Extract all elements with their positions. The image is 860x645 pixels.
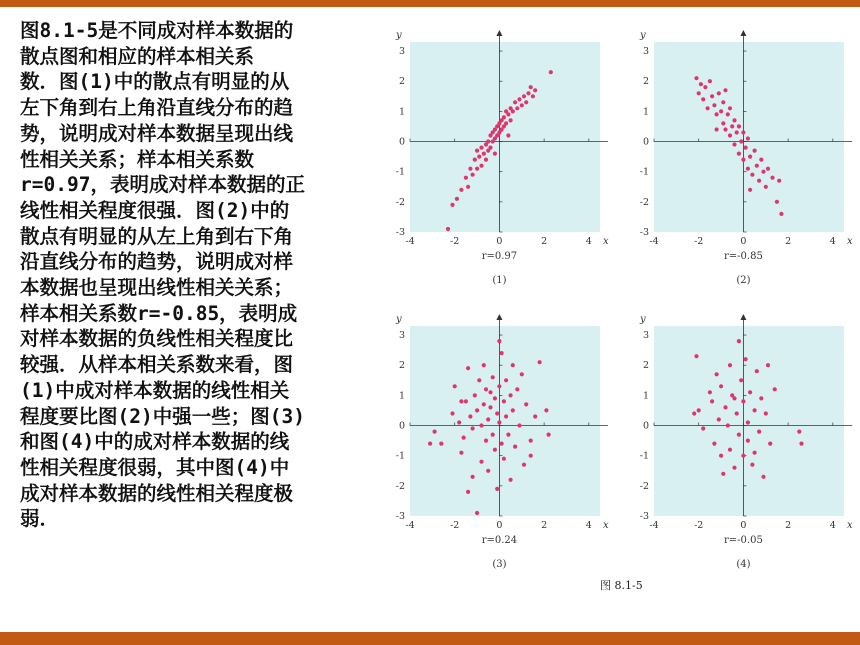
data-point — [692, 411, 696, 415]
data-point — [459, 399, 463, 403]
y-tick-label: 2 — [642, 360, 649, 372]
plot-background — [410, 326, 600, 516]
data-point — [464, 399, 468, 403]
data-point — [486, 417, 490, 421]
description-line: 线性相关程度很强．图(2)中的 — [20, 198, 290, 222]
data-point — [491, 375, 495, 379]
description-line: 数．图(1)中的散点有明显的从 — [20, 70, 290, 94]
y-tick-label: 0 — [398, 136, 405, 148]
data-point — [497, 339, 501, 343]
data-point — [719, 454, 723, 458]
description-line: 左下角到右上角沿直线分布的趋 — [20, 96, 294, 120]
x-tick-label: 2 — [541, 520, 548, 531]
data-point — [741, 158, 745, 162]
data-point — [475, 149, 479, 153]
data-point — [446, 227, 450, 231]
data-point — [744, 357, 748, 361]
data-point — [529, 454, 533, 458]
data-point — [477, 155, 481, 159]
x-axis-label: x — [847, 236, 853, 247]
data-point — [524, 402, 528, 406]
scatter-figure — [392, 14, 853, 614]
data-point — [728, 448, 732, 452]
data-point — [753, 149, 757, 153]
data-point — [475, 167, 479, 171]
x-tick-label: -2 — [450, 520, 460, 531]
data-point — [728, 363, 732, 367]
data-point — [764, 411, 768, 415]
data-point — [509, 118, 513, 122]
description-line: 沿直线分布的趋势，说明成对样 — [20, 250, 294, 274]
data-point — [488, 405, 492, 409]
data-point — [520, 372, 524, 376]
data-point — [728, 106, 732, 110]
data-point — [748, 188, 752, 192]
data-point — [737, 433, 741, 437]
data-point — [513, 100, 517, 104]
data-point — [739, 378, 743, 382]
data-point — [761, 475, 765, 479]
data-point — [482, 363, 486, 367]
y-axis-label: y — [640, 314, 646, 325]
data-point — [777, 179, 781, 183]
data-point — [513, 445, 517, 449]
data-point — [428, 442, 432, 446]
y-tick-label: -1 — [395, 450, 405, 462]
data-point — [759, 158, 763, 162]
data-point — [509, 478, 513, 482]
x-axis-label: x — [603, 236, 609, 247]
panel-label: (3) — [492, 559, 507, 570]
data-point — [497, 420, 501, 424]
panel-label: (2) — [736, 275, 751, 286]
data-point — [710, 94, 714, 98]
data-point — [761, 170, 765, 174]
y-tick-label: 0 — [642, 136, 649, 148]
y-tick-label: 3 — [398, 330, 405, 342]
data-point — [726, 423, 730, 427]
x-tick-label: -4 — [405, 236, 415, 247]
data-point — [737, 152, 741, 156]
data-point — [703, 85, 707, 89]
data-point — [768, 442, 772, 446]
data-point — [755, 164, 759, 168]
data-point — [735, 130, 739, 134]
data-point — [506, 433, 510, 437]
data-point — [473, 158, 477, 162]
data-point — [502, 457, 506, 461]
data-point — [495, 487, 499, 491]
data-point — [466, 490, 470, 494]
y-tick-label: -3 — [395, 511, 405, 522]
data-point — [746, 420, 750, 424]
description-line: 成对样本数据的线性相关程度极 — [20, 481, 294, 505]
x-tick-label: 2 — [541, 236, 548, 247]
y-tick-label: -3 — [395, 227, 405, 238]
data-point — [473, 393, 477, 397]
data-point — [753, 451, 757, 455]
data-point — [466, 185, 470, 189]
x-tick-label: 4 — [829, 236, 836, 247]
data-point — [482, 152, 486, 156]
x-tick-label: 0 — [496, 236, 503, 247]
scatter-plot — [395, 314, 609, 570]
data-point — [453, 384, 457, 388]
data-point — [511, 109, 515, 113]
data-point — [464, 176, 468, 180]
data-point — [746, 439, 750, 443]
data-point — [735, 411, 739, 415]
data-point — [533, 88, 537, 92]
y-axis-label: y — [396, 314, 402, 325]
x-tick-label: 4 — [585, 236, 592, 247]
data-point — [504, 414, 508, 418]
bottom-accent-bar — [0, 632, 860, 645]
data-point — [457, 420, 461, 424]
data-point — [750, 463, 754, 467]
data-point — [455, 197, 459, 201]
y-tick-label: 0 — [398, 420, 405, 432]
data-point — [495, 411, 499, 415]
y-tick-label: -2 — [395, 196, 405, 208]
data-point — [486, 469, 490, 473]
data-point — [450, 411, 454, 415]
data-point — [748, 390, 752, 394]
x-tick-label: 0 — [496, 520, 503, 531]
y-axis-arrow — [496, 30, 502, 36]
y-tick-label: 1 — [642, 390, 649, 402]
data-point — [471, 173, 475, 177]
y-tick-label: 1 — [398, 390, 405, 402]
data-point — [715, 112, 719, 116]
data-point — [712, 103, 716, 107]
data-point — [509, 393, 513, 397]
data-point — [741, 130, 745, 134]
data-point — [706, 106, 710, 110]
y-tick-label: 3 — [642, 46, 649, 58]
data-point — [538, 360, 542, 364]
data-point — [775, 200, 779, 204]
data-point — [479, 460, 483, 464]
data-point — [701, 426, 705, 430]
data-point — [531, 94, 535, 98]
data-point — [717, 91, 721, 95]
data-point — [468, 167, 472, 171]
data-point — [547, 433, 551, 437]
data-point — [741, 454, 745, 458]
y-tick-label: 3 — [642, 330, 649, 342]
data-point — [479, 164, 483, 168]
x-tick-label: -2 — [694, 520, 704, 531]
data-point — [491, 433, 495, 437]
data-point — [779, 212, 783, 216]
scatter-plot — [639, 314, 853, 570]
data-point — [753, 408, 757, 412]
data-point — [493, 152, 497, 156]
data-point — [504, 378, 508, 382]
data-point — [697, 91, 701, 95]
y-tick-label: 1 — [398, 106, 405, 118]
description-line: 散点有明显的从左上角到右下角 — [20, 224, 294, 248]
x-tick-label: 0 — [740, 520, 747, 531]
data-point — [717, 417, 721, 421]
y-tick-label: -1 — [639, 166, 649, 178]
x-tick-label: -2 — [450, 236, 460, 247]
data-point — [477, 378, 481, 382]
data-point — [529, 85, 533, 89]
data-point — [697, 408, 701, 412]
data-point — [773, 387, 777, 391]
data-point — [433, 430, 437, 434]
description-line: (1)中成对样本数据的线性相关 — [20, 378, 290, 402]
data-point — [737, 339, 741, 343]
data-point — [715, 372, 719, 376]
correlation-label: r=-0.85 — [724, 251, 763, 262]
data-point — [515, 387, 519, 391]
y-tick-label: -1 — [395, 166, 405, 178]
data-point — [471, 475, 475, 479]
data-point — [737, 124, 741, 128]
data-point — [797, 430, 801, 434]
data-point — [732, 466, 736, 470]
data-point — [529, 439, 533, 443]
data-point — [484, 439, 488, 443]
data-point — [533, 414, 537, 418]
data-point — [493, 448, 497, 452]
correlation-label: r=0.24 — [481, 535, 518, 546]
data-point — [475, 408, 479, 412]
data-point — [732, 118, 736, 122]
panel-label: (4) — [736, 559, 751, 570]
data-point — [721, 472, 725, 476]
data-point — [522, 94, 526, 98]
x-tick-label: 0 — [740, 236, 747, 247]
description-line: 弱． — [20, 507, 60, 531]
data-point — [757, 430, 761, 434]
data-point — [479, 423, 483, 427]
y-tick-label: -2 — [395, 480, 405, 492]
data-point — [701, 97, 705, 101]
data-point — [730, 124, 734, 128]
data-point — [484, 387, 488, 391]
data-point — [466, 366, 470, 370]
description-line: 性相关关系；样本相关系数 — [20, 147, 255, 171]
data-point — [710, 399, 714, 403]
data-point — [450, 203, 454, 207]
description-line: 性相关程度很弱，其中图(4)中 — [20, 455, 290, 479]
x-tick-label: -2 — [694, 236, 704, 247]
x-tick-label: -4 — [649, 236, 659, 247]
data-point — [741, 399, 745, 403]
data-point — [500, 442, 504, 446]
data-point — [764, 185, 768, 189]
x-tick-label: 4 — [829, 520, 836, 531]
data-point — [517, 423, 521, 427]
y-tick-label: 2 — [398, 76, 405, 88]
description-line: r=0.97，表明成对样本数据的正 — [20, 173, 305, 197]
data-point — [699, 82, 703, 86]
data-point — [511, 408, 515, 412]
y-tick-label: -2 — [639, 480, 649, 492]
data-point — [468, 414, 472, 418]
data-point — [766, 363, 770, 367]
y-tick-label: -2 — [639, 196, 649, 208]
y-axis-label: y — [396, 30, 402, 41]
data-point — [502, 399, 506, 403]
data-point — [748, 155, 752, 159]
x-axis-label: x — [603, 520, 609, 531]
data-point — [475, 511, 479, 515]
data-point — [459, 188, 463, 192]
description-line: 对样本数据的负线性相关程度比 — [20, 327, 294, 351]
x-axis-label: x — [847, 520, 853, 531]
data-point — [439, 442, 443, 446]
description-line: 程度要比图(2)中强一些；图(3) — [20, 404, 305, 428]
y-tick-label: -1 — [639, 450, 649, 462]
data-point — [493, 396, 497, 400]
correlation-label: r=0.97 — [481, 251, 518, 262]
data-point — [723, 88, 727, 92]
data-point — [471, 426, 475, 430]
data-point — [739, 139, 743, 143]
y-axis-arrow — [740, 314, 746, 320]
y-tick-label: 2 — [398, 360, 405, 372]
data-point — [549, 70, 553, 74]
scatter-plot — [395, 30, 609, 286]
data-point — [757, 179, 761, 183]
x-tick-label: 2 — [785, 520, 792, 531]
data-point — [479, 146, 483, 150]
data-point — [488, 146, 492, 150]
data-point — [732, 142, 736, 146]
data-point — [488, 390, 492, 394]
data-point — [524, 100, 528, 104]
data-point — [517, 97, 521, 101]
data-point — [504, 121, 508, 125]
data-point — [723, 405, 727, 409]
data-point — [732, 396, 736, 400]
data-point — [506, 133, 510, 137]
y-tick-label: 0 — [642, 420, 649, 432]
data-point — [520, 103, 524, 107]
data-point — [746, 167, 750, 171]
description-line: 图8.1-5是不同成对样本数据的 — [20, 19, 294, 42]
data-point — [770, 176, 774, 180]
data-point — [484, 158, 488, 162]
description-line: 较强．从样本相关系数来看，图 — [20, 353, 294, 377]
data-point — [694, 76, 698, 80]
data-point — [766, 167, 770, 171]
description-line: 本数据也呈现出线性相关关系； — [20, 276, 294, 300]
y-tick-label: -3 — [639, 511, 649, 522]
data-point — [497, 384, 501, 388]
data-point — [719, 384, 723, 388]
data-point — [500, 351, 504, 355]
data-point — [459, 451, 463, 455]
data-point — [522, 463, 526, 467]
data-point — [486, 139, 490, 143]
x-tick-label: -4 — [649, 520, 659, 531]
figure-caption: 图 8.1-5 — [600, 579, 643, 592]
data-point — [721, 121, 725, 125]
description-line: 势，说明成对样本数据呈现出线 — [20, 121, 294, 145]
data-point — [515, 106, 519, 110]
data-point — [755, 369, 759, 373]
y-tick-label: -3 — [639, 227, 649, 238]
data-point — [746, 136, 750, 140]
data-point — [544, 408, 548, 412]
data-point — [723, 127, 727, 131]
data-point — [708, 79, 712, 83]
data-point — [506, 112, 510, 116]
data-point — [750, 173, 754, 177]
x-tick-label: 4 — [585, 520, 592, 531]
data-point — [694, 354, 698, 358]
data-point — [728, 133, 732, 137]
data-point — [715, 127, 719, 131]
data-point — [482, 402, 486, 406]
data-point — [462, 436, 466, 440]
panel-label: (1) — [492, 275, 507, 286]
description-line: 和图(4)中的成对样本数据的线 — [20, 430, 290, 454]
data-point — [502, 115, 506, 119]
data-point — [744, 146, 748, 150]
data-point — [719, 109, 723, 113]
y-tick-label: 3 — [398, 46, 405, 58]
data-point — [759, 396, 763, 400]
data-point — [511, 363, 515, 367]
description-line: 散点图和相应的样本相关系 — [20, 44, 255, 68]
data-point — [712, 442, 716, 446]
data-point — [726, 112, 730, 116]
data-point — [799, 442, 803, 446]
y-tick-label: 2 — [642, 76, 649, 88]
data-point — [708, 390, 712, 394]
y-tick-label: 1 — [642, 106, 649, 118]
scatter-plot — [639, 30, 853, 286]
y-axis-arrow — [740, 30, 746, 36]
data-point — [721, 100, 725, 104]
x-tick-label: 2 — [785, 236, 792, 247]
correlation-label: r=-0.05 — [724, 535, 763, 546]
y-axis-arrow — [496, 314, 502, 320]
description-text — [20, 18, 386, 532]
y-axis-label: y — [640, 30, 646, 41]
top-accent-bar — [0, 0, 860, 7]
data-point — [526, 91, 530, 95]
x-tick-label: -4 — [405, 520, 415, 531]
plot-background — [410, 42, 600, 232]
description-line: 样本相关系数r=-0.85，表明成 — [20, 301, 298, 325]
